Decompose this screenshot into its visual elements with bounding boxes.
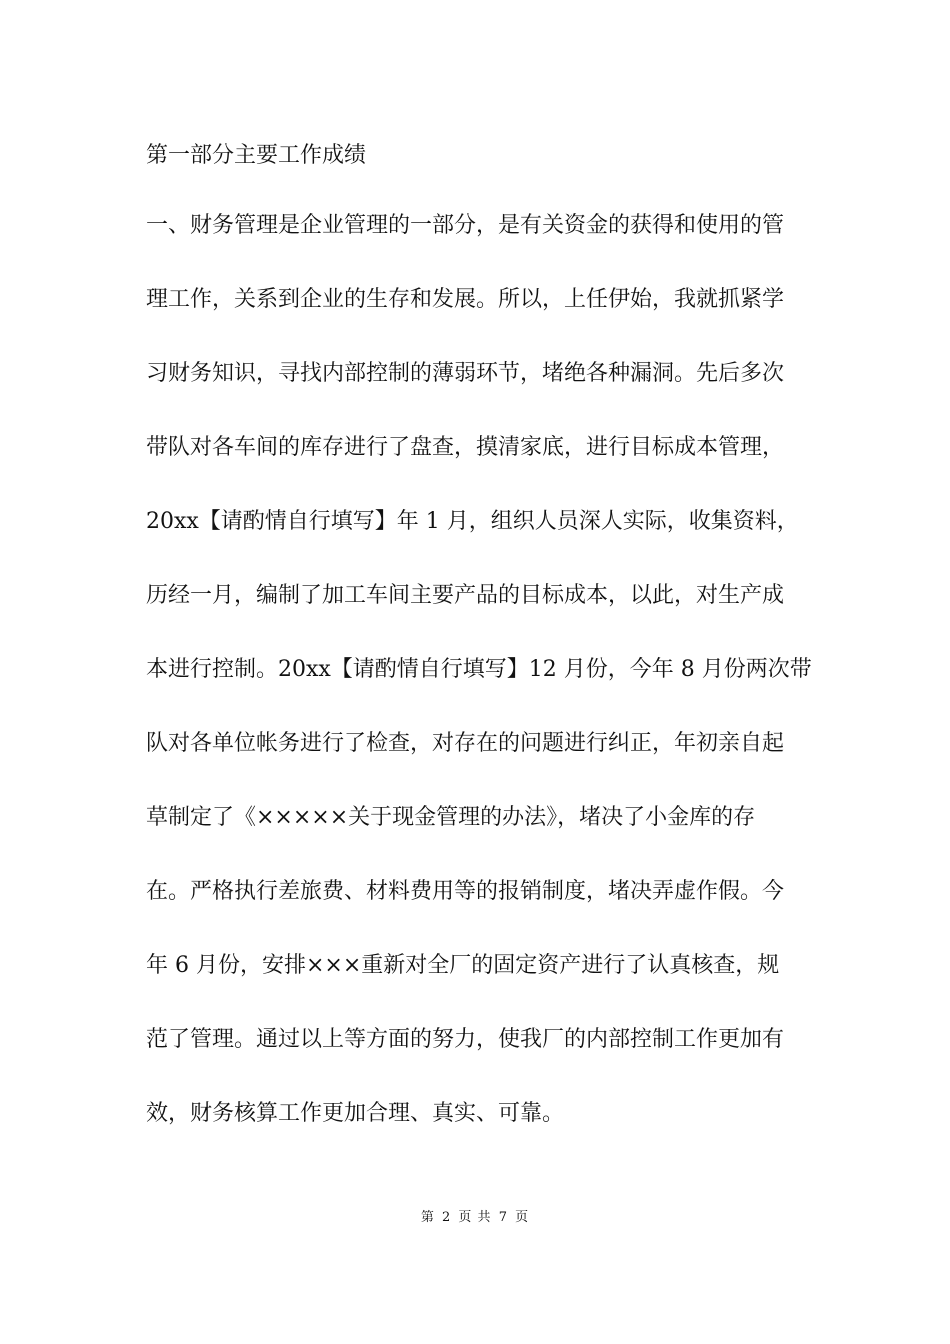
footer-middle: 页 共 [458, 1210, 492, 1225]
total-page-count: 7 [498, 1210, 508, 1225]
current-page-number: 2 [442, 1210, 452, 1225]
paragraph-line: 队对各单位帐务进行了检查，对存在的问题进行纠正，年初亲自起 [146, 731, 785, 756]
paragraph-line: 效，财务核算工作更加合理、真实、可靠。 [146, 1101, 565, 1126]
paragraph-line: 20xx【请酌情自行填写】年 1 月，组织人员深人实际，收集资料， [146, 509, 799, 534]
page-number-footer [0, 1208, 950, 1228]
paragraph-line: 习财务知识，寻找内部控制的薄弱环节，堵绝各种漏洞。先后多次 [146, 361, 785, 386]
section-heading: 第一部分主要工作成绩 [146, 143, 367, 168]
footer-prefix: 第 [420, 1210, 435, 1225]
paragraph-line: 带队对各车间的库存进行了盘查，摸清家底，进行目标成本管理， [146, 435, 785, 460]
paragraph-line: 理工作，关系到企业的生存和发展。所以，上任伊始，我就抓紧学 [146, 287, 785, 312]
paragraph-line: 本进行控制。20xx【请酌情自行填写】12 月份，今年 8 月份两次带 [146, 657, 812, 682]
paragraph-line: 年 6 月份，安排×××重新对全厂的固定资产进行了认真核查，规 [146, 953, 780, 978]
paragraph-line: 历经一月，编制了加工车间主要产品的目标成本，以此，对生产成 [146, 583, 785, 608]
paragraph-line: 一、财务管理是企业管理的一部分，是有关资金的获得和使用的管 [146, 213, 785, 238]
paragraph-line: 草制定了《×××××关于现金管理的办法》，堵决了小金库的存 [146, 805, 756, 830]
body-paragraph [146, 208, 816, 1170]
footer-suffix: 页 [515, 1210, 530, 1225]
paragraph-line: 在。严格执行差旅费、材料费用等的报销制度，堵决弄虚作假。今 [146, 879, 785, 904]
paragraph-line: 范了管理。通过以上等方面的努力，使我厂的内部控制工作更加有 [146, 1027, 785, 1052]
